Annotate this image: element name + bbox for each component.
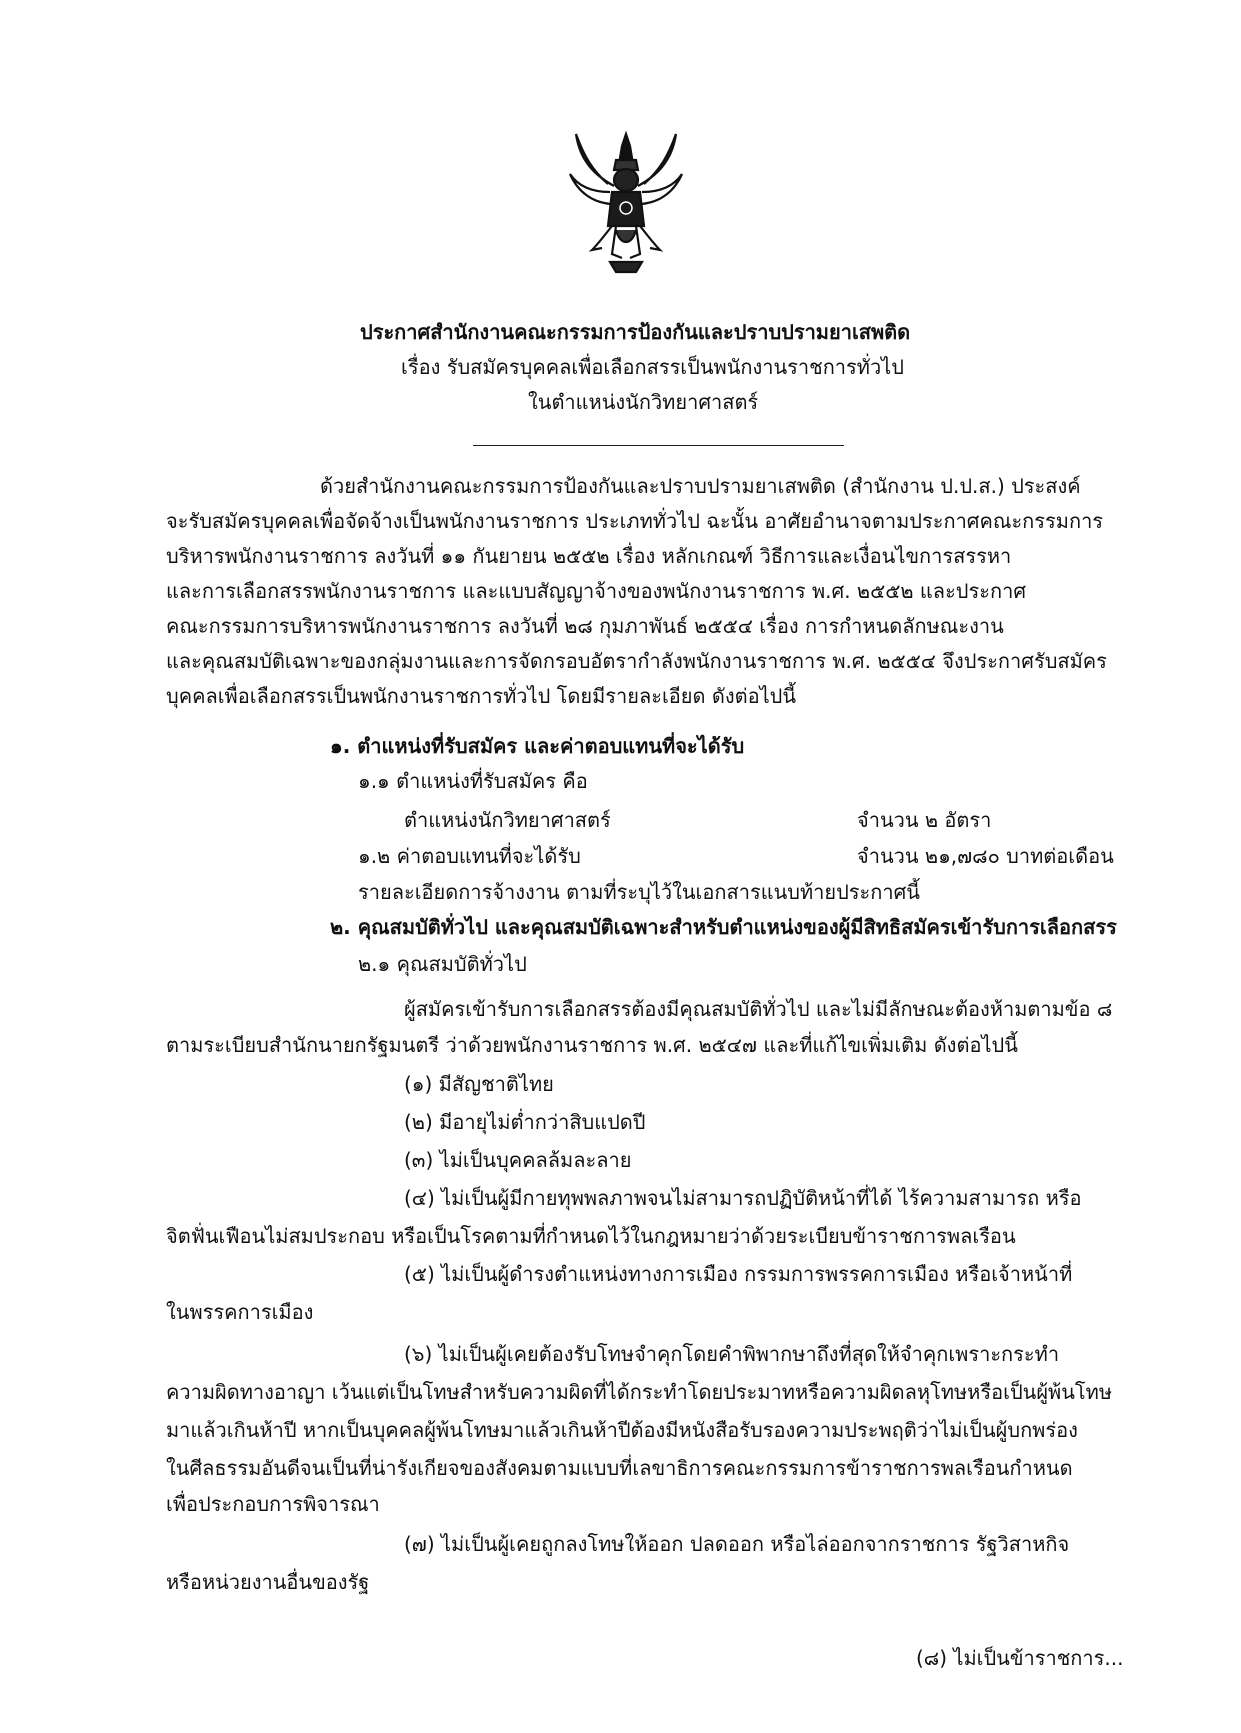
- intro-line: บุคคลเพื่อเลือกสรรเป็นพนักงานราชการทั่วไป โดยมีรายละเอียด ดังต่อไปนี้: [166, 684, 797, 708]
- qualification-item: จิตฟั่นเฟือนไม่สมประกอบ หรือเป็นโรคตามที่กำหนดไว้ในกฎหมายว่าด้วยระเบียบข้าราชการพลเรือน: [166, 1224, 1016, 1248]
- position-count: จำนวน ๒ อัตรา: [857, 808, 992, 832]
- section1-2: ๑.๒ ค่าตอบแทนที่จะได้รับ: [358, 844, 581, 868]
- position-name: ตำแหน่งนักวิทยาศาสตร์: [404, 808, 611, 832]
- qualification-item: (๒) มีอายุไม่ต่ำกว่าสิบแปดปี: [404, 1110, 646, 1134]
- announcement-position: ในตำแหน่งนักวิทยาศาสตร์: [528, 390, 759, 414]
- intro-line: และการเลือกสรรพนักงานราชการ และแบบสัญญาจ้างของพนักงานราชการ พ.ศ. ๒๕๕๒ และประกาศ: [166, 579, 1027, 603]
- announcement-subject: เรื่อง รับสมัครบุคคลเพื่อเลือกสรรเป็นพนักงานราชการทั่วไป: [401, 355, 904, 379]
- qualification-item: มาแล้วเกินห้าปี หากเป็นบุคคลผู้พ้นโทษมาแล้วเกินห้าปีต้องมีหนังสือรับรองความประพฤติว่าไม่เป็นผู้บกพร่อง: [166, 1418, 1078, 1442]
- qualification-item: (๕) ไม่เป็นผู้ดำรงตำแหน่งทางการเมือง กรรมการพรรคการเมือง หรือเจ้าหน้าที่: [404, 1262, 1073, 1286]
- intro-line: บริหารพนักงานราชการ ลงวันที่ ๑๑ กันยายน ๒๕๕๒ เรื่อง หลักเกณฑ์ วิธีการและเงื่อนไขการสรรหา: [166, 544, 1012, 568]
- qualification-item: ในพรรคการเมือง: [166, 1300, 314, 1324]
- section2-1: ๒.๑ คุณสมบัติทั่วไป: [358, 952, 527, 976]
- pay-amount: จำนวน ๒๑,๗๘๐ บาทต่อเดือน: [857, 844, 1114, 868]
- qualification-item: (๖) ไม่เป็นผู้เคยต้องรับโทษจำคุกโดยคำพิพากษาถึงที่สุดให้จำคุกเพราะกระทำ: [404, 1342, 1060, 1366]
- intro-line: คณะกรรมการบริหารพนักงานราชการ ลงวันที่ ๒๘ กุมภาพันธ์ ๒๕๕๔ เรื่อง การกำหนดลักษณะงาน: [166, 614, 1004, 638]
- qualification-item: ในศีลธรรมอันดีจนเป็นที่น่ารังเกียจของสังคมตามแบบที่เลขาธิการคณะกรรมการข้าราชการพลเรือนกำหนด: [166, 1456, 1073, 1480]
- qualification-item: (๗) ไม่เป็นผู้เคยถูกลงโทษให้ออก ปลดออก หรือไล่ออกจากราชการ รัฐวิสาหกิจ: [404, 1532, 1070, 1556]
- announcement-title: ประกาศสำนักงานคณะกรรมการป้องกันและปราบปรามยาเสพติด: [360, 320, 911, 344]
- employment-detail: รายละเอียดการจ้างงาน ตามที่ระบุไว้ในเอกสารแนบท้ายประกาศนี้: [358, 880, 920, 904]
- qualification-item: (๓) ไม่เป็นบุคคลล้มละลาย: [404, 1148, 632, 1172]
- section1-1: ๑.๑ ตำแหน่งที่รับสมัคร คือ: [358, 769, 588, 793]
- qualification-text: ผู้สมัครเข้ารับการเลือกสรรต้องมีคุณสมบัติทั่วไป และไม่มีลักษณะต้องห้ามตามข้อ ๘: [404, 997, 1113, 1021]
- qualification-item: เพื่อประกอบการพิจารณา: [166, 1492, 380, 1516]
- qualification-item: หรือหน่วยงานอื่นของรัฐ: [166, 1570, 370, 1594]
- section1-heading: ๑. ตำแหน่งที่รับสมัคร และค่าตอบแทนที่จะได้รับ: [330, 734, 745, 758]
- section2-heading: ๒. คุณสมบัติทั่วไป และคุณสมบัติเฉพาะสำหรับตำแหน่งของผู้มีสิทธิสมัครเข้ารับการเลือกสรร: [330, 915, 1117, 939]
- qualification-item: (๑) มีสัญชาติไทย: [404, 1072, 554, 1096]
- intro-line: และคุณสมบัติเฉพาะของกลุ่มงานและการจัดกรอบอัตรากำลังพนักงานราชการ พ.ศ. ๒๕๕๔ จึงประกาศรับสมัคร: [166, 649, 1107, 673]
- intro-line: ด้วยสำนักงานคณะกรรมการป้องกันและปราบปรามยาเสพติด (สำนักงาน ป.ป.ส.) ประสงค์: [320, 474, 1081, 498]
- qualification-text: ตามระเบียบสำนักนายกรัฐมนตรี ว่าด้วยพนักงานราชการ พ.ศ. ๒๕๔๗ และที่แก้ไขเพิ่มเติม ดังต่อไปนี้: [166, 1033, 1018, 1057]
- header-divider: [473, 445, 844, 446]
- qualification-item: (๔) ไม่เป็นผู้มีกายทุพพลภาพจนไม่สามารถปฏิบัติหน้าที่ได้ ไร้ความสามารถ หรือ: [404, 1186, 1082, 1210]
- qualification-item: ความผิดทางอาญา เว้นแต่เป็นโทษสำหรับความผิดที่ได้กระทำโดยประมาทหรือความผิดลหุโทษหรือเป็นผู้พ้นโทษ: [166, 1380, 1113, 1404]
- intro-line: จะรับสมัครบุคคลเพื่อจัดจ้างเป็นพนักงานราชการ ประเภททั่วไป ฉะนั้น อาศัยอำนาจตามประกาศคณะกรรมการ: [166, 509, 1104, 533]
- garuda-emblem: [566, 126, 686, 276]
- page-continuation: (๘) ไม่เป็นข้าราชการ...: [916, 1646, 1124, 1670]
